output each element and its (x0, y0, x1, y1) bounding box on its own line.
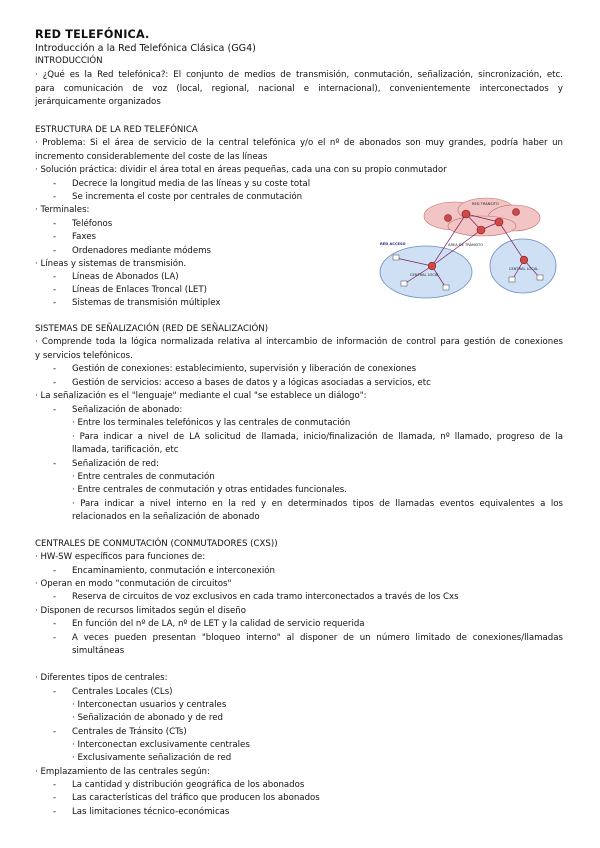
sub-list-item: · Interconectan usuarios y centrales (72, 700, 227, 710)
list-dash: - (53, 633, 57, 643)
network-diagram (374, 196, 570, 300)
paragraph-line: · La señalización es el "lenguaje" mediante el cual "se establece un diálogo": (35, 391, 367, 401)
list-dash: - (53, 298, 57, 308)
list-dash: - (53, 285, 57, 295)
list-item: Teléfonos (72, 219, 113, 229)
list-dash: - (53, 807, 57, 817)
list-dash: - (53, 459, 57, 469)
paragraph-line: · Comprende toda la lógica normalizada relativa al intercambio de información de control para gestión de conexiones (35, 337, 563, 347)
list-dash: - (53, 566, 57, 576)
list-dash: - (53, 246, 57, 256)
paragraph-line: jerárquicamente organizados (35, 97, 161, 107)
paragraph-line: · Líneas y sistemas de transmisión. (35, 259, 187, 269)
list-item: Encaminamiento, conmutación e interconexión (72, 566, 275, 576)
paragraph-line: · HW-SW específicos para funciones de: (35, 552, 206, 562)
list-item: Ordenadores mediante módems (72, 246, 211, 256)
list-dash: - (53, 364, 57, 374)
section-heading-signaling: SISTEMAS DE SEÑALIZACIÓN (RED DE SEÑALIZACIÓN) (35, 324, 269, 334)
transit-node (462, 210, 470, 218)
list-dash: - (53, 619, 57, 629)
list-dash: - (53, 192, 57, 202)
list-item: Gestión de servicios: acceso a bases de datos y a lógicas asociadas a servicios, etc (72, 378, 431, 388)
list-item: Las limitaciones técnico-económicas (72, 807, 230, 817)
list-dash: - (53, 378, 57, 388)
list-item: Señalización de red: (72, 459, 160, 469)
paragraph-line: · Diferentes tipos de centrales: (35, 673, 168, 683)
list-dash: - (53, 272, 57, 282)
access-area-ellipse (380, 246, 472, 298)
section-heading-exchanges: CENTRALES DE CONMUTACIÓN (CONMUTADORES (CXS)) (35, 539, 278, 549)
access-label: RED ACCESO (380, 242, 406, 246)
list-item: Señalización de abonado: (72, 405, 183, 415)
local-label: CENTRAL LOCAL (509, 267, 539, 271)
local-exchange-node (428, 262, 436, 270)
list-item: Centrales Locales (CLs) (72, 687, 173, 697)
list-item: Líneas de Abonados (LA) (72, 272, 179, 282)
transit-node (445, 215, 452, 222)
transit-node (495, 218, 503, 226)
sub-list-item: · Entre centrales de conmutación y otras entidades funcionales. (72, 485, 347, 495)
sub-list-item: · Señalización de abonado y de red (72, 713, 224, 723)
paragraph-line: · Solución práctica: dividir el área total en áreas pequeñas, cada una con su propio conmutador (35, 165, 447, 175)
cloud-label: RED TRÁNSITO (472, 202, 499, 206)
section-heading-structure: ESTRUCTURA DE LA RED TELEFÓNICA (35, 125, 198, 135)
list-item: Centrales de Tránsito (CTs) (72, 727, 187, 737)
list-dash: - (53, 592, 57, 602)
terminal-icon (509, 277, 515, 282)
list-item: La cantidad y distribución geográfica de los abonados (72, 780, 305, 790)
list-item: Decrece la longitud media de las líneas y su coste total (72, 179, 311, 189)
list-item: Sistemas de transmisión múltiplex (72, 298, 221, 308)
list-item: En función del nº de LA, nº de LET y la calidad de servicio requerida (72, 619, 365, 629)
paragraph-line: · ¿Qué es la Red telefónica?: El conjunto de medios de transmisión, conmutación, señalización, sincronización, etc. (35, 70, 563, 80)
transit-node (477, 226, 485, 234)
terminal-icon (537, 275, 543, 280)
terminal-icon (393, 255, 399, 260)
list-dash: - (53, 687, 57, 697)
area-label: ÁREA DE TRÁNSITO (448, 243, 484, 247)
paragraph-line: para comunicación de voz (local, regional, nacional e internacional), convenientemente interconectados y (35, 84, 563, 94)
section-heading-intro: INTRODUCCIÓN (35, 56, 103, 66)
list-item: Se incrementa el coste por centrales de conmutación (72, 192, 303, 202)
local-exchange-node (520, 256, 528, 264)
sub-list-item: · Para indicar a nivel de LA solicitud de llamada, inicio/finalización de llamada, nº llamado, progreso de la (72, 432, 563, 442)
list-dash: - (53, 179, 57, 189)
paragraph-line: y servicios telefónicos. (35, 351, 133, 361)
terminal-icon (443, 285, 449, 290)
terminal-icon (401, 281, 407, 286)
transit-node (513, 209, 520, 216)
sub-list-item: · Exclusivamente señalización de red (72, 753, 232, 763)
list-item: simultáneas (72, 646, 125, 656)
list-item: A veces pueden presentan "bloqueo interno" al disponer de un número limitado de conexiones/llamadas (72, 633, 563, 643)
list-item: Faxes (72, 232, 97, 242)
list-item: Las características del tráfico que producen los abonados (72, 793, 320, 803)
list-dash: - (53, 232, 57, 242)
paragraph-line: · Emplazamiento de las centrales según: (35, 767, 210, 777)
paragraph-line: · Operan en modo "conmutación de circuitos" (35, 579, 232, 589)
list-item: Gestión de conexiones: establecimiento, supervisión y liberación de conexiones (72, 364, 417, 374)
list-item: Líneas de Enlaces Troncal (LET) (72, 285, 207, 295)
list-dash: - (53, 780, 57, 790)
local-label: CENTRAL LOCAL (410, 273, 440, 277)
list-dash: - (53, 219, 57, 229)
list-dash: - (53, 727, 57, 737)
list-dash: - (53, 793, 57, 803)
sub-list-item: · Interconectan exclusivamente centrales (72, 740, 250, 750)
paragraph-line: · Problema: Si el área de servicio de la central telefónica y/o el nº de abonados son muy grandes, podría haber un (35, 138, 563, 148)
access-area-ellipse (490, 239, 556, 293)
sub-list-item: llamada, tarificación, etc (72, 445, 179, 455)
paragraph-line: · Disponen de recursos limitados según el diseño (35, 606, 246, 616)
list-dash: - (53, 405, 57, 415)
sub-list-item: · Entre centrales de conmutación (72, 472, 215, 482)
document-title: RED TELEFÓNICA. (35, 28, 150, 41)
sub-list-item: relacionados en la señalización de abonado (72, 512, 260, 522)
paragraph-line: · Terminales: (35, 205, 90, 215)
sub-list-item: · Entre los terminales telefónicos y las centrales de conmutación (72, 418, 351, 428)
paragraph-line: incremento considerablemente del coste de las líneas (35, 152, 268, 162)
list-item: Reserva de circuitos de voz exclusivos en cada tramo interconectados a través de los Cxs (72, 592, 459, 602)
sub-list-item: · Para indicar a nivel interno en la red y en determinados tipos de llamadas eventos equivalentes a los (72, 499, 563, 509)
document-subtitle: Introducción a la Red Telefónica Clásica (GG4) (35, 43, 256, 54)
